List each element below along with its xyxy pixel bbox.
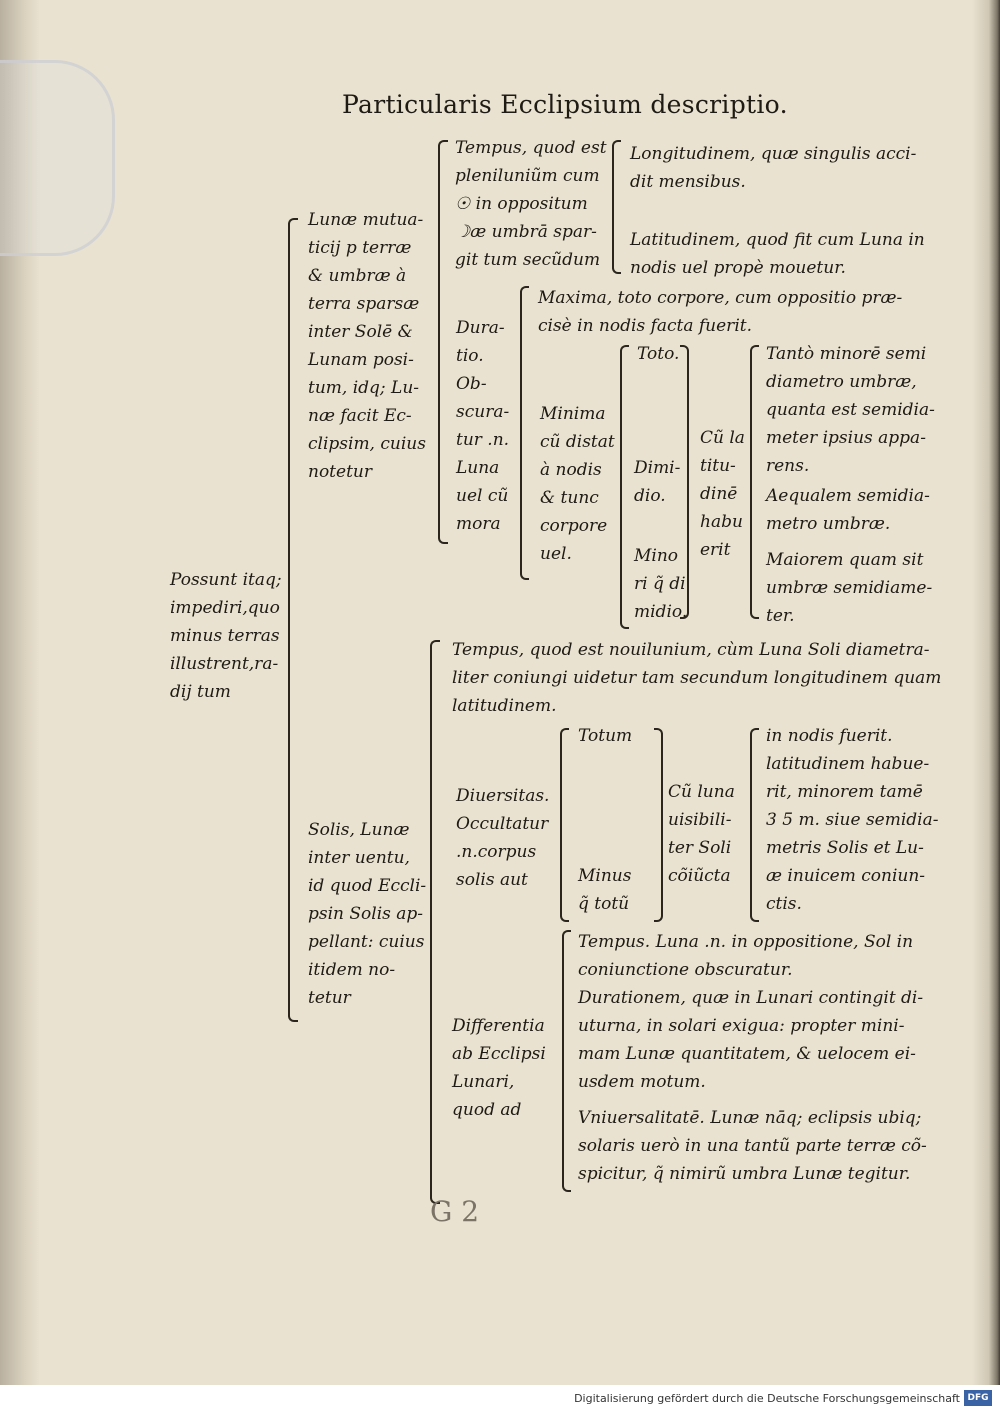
- lunar-tempus: Tempus, quod est pleniluniũm cum ☉ in oppositum ☽æ umbrā spar- git tum secũdum: [455, 138, 607, 270]
- solar-durationem: Durationem, quæ in Lunari contingit di- uturna, in solari exigua: propter mini- mam Lunæ quantitatem, & uelocem ei- usdem motum.: [578, 988, 924, 1092]
- lunar-minima: Minima cũ distat à nodis & tunc corpore uel.: [540, 404, 615, 564]
- nodis-brace: [750, 728, 759, 922]
- minima-brace: [620, 345, 629, 629]
- result-brace: [750, 345, 759, 619]
- lunar-toto: Toto.: [637, 344, 680, 364]
- footer-credit: Digitalisierung gefördert durch die Deutsche Forschungsgemeinschaft: [574, 1392, 960, 1405]
- signature-mark: G 2: [430, 1195, 480, 1228]
- solar-in-nodis: in nodis fuerit. latitudinem habue- rit, minorem tamē 3 5 m. siue semidia- metris Solis et Lu- æ inuicem coniun- ctis.: [766, 726, 939, 914]
- lunar-longitudinem: Longitudinem, quæ singulis acci- dit mensibus.: [630, 144, 917, 192]
- lunar-cum-latitudinem: Cũ la titu- dinē habu erit: [700, 428, 745, 560]
- solar-cum-luna: Cũ luna uisibili- ter Soli cõiũcta: [668, 782, 735, 886]
- lunar-tanto: Tantò minorē semi diametro umbræ, quanta est semidia- meter ipsius appa- rens.: [766, 344, 935, 476]
- lunar-maiorem: Maiorem quam sit umbræ semidiame- ter.: [766, 550, 933, 626]
- lunar-duratio: Dura- tio. Ob- scura- tur .n. Luna uel cũ mora: [456, 318, 510, 534]
- lunar-latitudinem: Latitudinem, quod fit cum Luna in nodis uel propè mouetur.: [630, 230, 925, 278]
- solar-minus: Minus q̃ totũ: [578, 866, 632, 914]
- lunar-aequalem: Aequalem semidia- metro umbræ.: [766, 486, 930, 534]
- solar-tempus: Tempus, quod est nouilunium, cùm Luna Soli diametra- liter coniungi uidetur tam secundum longitudinem quam latitudinem.: [452, 640, 942, 716]
- paper-clip: [0, 60, 115, 256]
- cum-brace: [680, 345, 689, 619]
- root-brace: [288, 218, 298, 1022]
- footer-bar: [0, 1385, 1000, 1412]
- lunar-maxima: Maxima, toto corpore, cum oppositio præ- cisè in nodis facta fuerit.: [538, 288, 903, 336]
- solar-vniuersalitate: Vniuersalitatē. Lunæ nāq; eclipsis ubiq; solaris uerò in una tantũ parte terræ cõ- spicitur, q̃ nimirũ umbra Lunæ tegitur.: [578, 1108, 927, 1184]
- tempus-brace: [612, 140, 621, 274]
- duratio-brace: [520, 286, 529, 580]
- page-header: Particularis Ecclipsium descriptio.: [342, 90, 788, 119]
- differentia-brace: [562, 930, 571, 1192]
- lunar-minori: Mino ri q̃ di midio.: [634, 546, 688, 622]
- diuersitas-brace: [560, 728, 569, 922]
- solar-diuersitas: Diuersitas. Occultatur .n.corpus solis aut: [456, 786, 550, 890]
- solar-diff-tempus: Tempus. Luna .n. in oppositione, Sol in coniunctione obscuratur.: [578, 932, 914, 980]
- dfg-logo: DFG: [964, 1390, 992, 1406]
- solar-main: Solis, Lunæ inter uentu, id quod Eccli- psin Solis ap- pellant: cuius itidem no- tetur: [308, 820, 427, 1008]
- lunar-brace: [438, 140, 448, 544]
- root-text: Possunt itaq; impediri,quo minus terras illustrent,ra- dij tum: [170, 570, 282, 702]
- lunar-dimidio: Dimi- dio.: [634, 458, 681, 506]
- solar-brace: [430, 640, 440, 1204]
- lunar-main: Lunæ mutua- ticij p terræ & umbræ à terra sparsæ inter Solē & Lunam posi- tum, idq; Lu- næ facit Ec- clipsim, cuius notetur: [308, 210, 426, 482]
- solar-differentia: Differentia ab Ecclipsi Lunari, quod ad: [452, 1016, 546, 1120]
- solar-totum: Totum: [578, 726, 633, 746]
- totum-brace: [654, 728, 663, 922]
- page-edge: [972, 0, 1000, 1385]
